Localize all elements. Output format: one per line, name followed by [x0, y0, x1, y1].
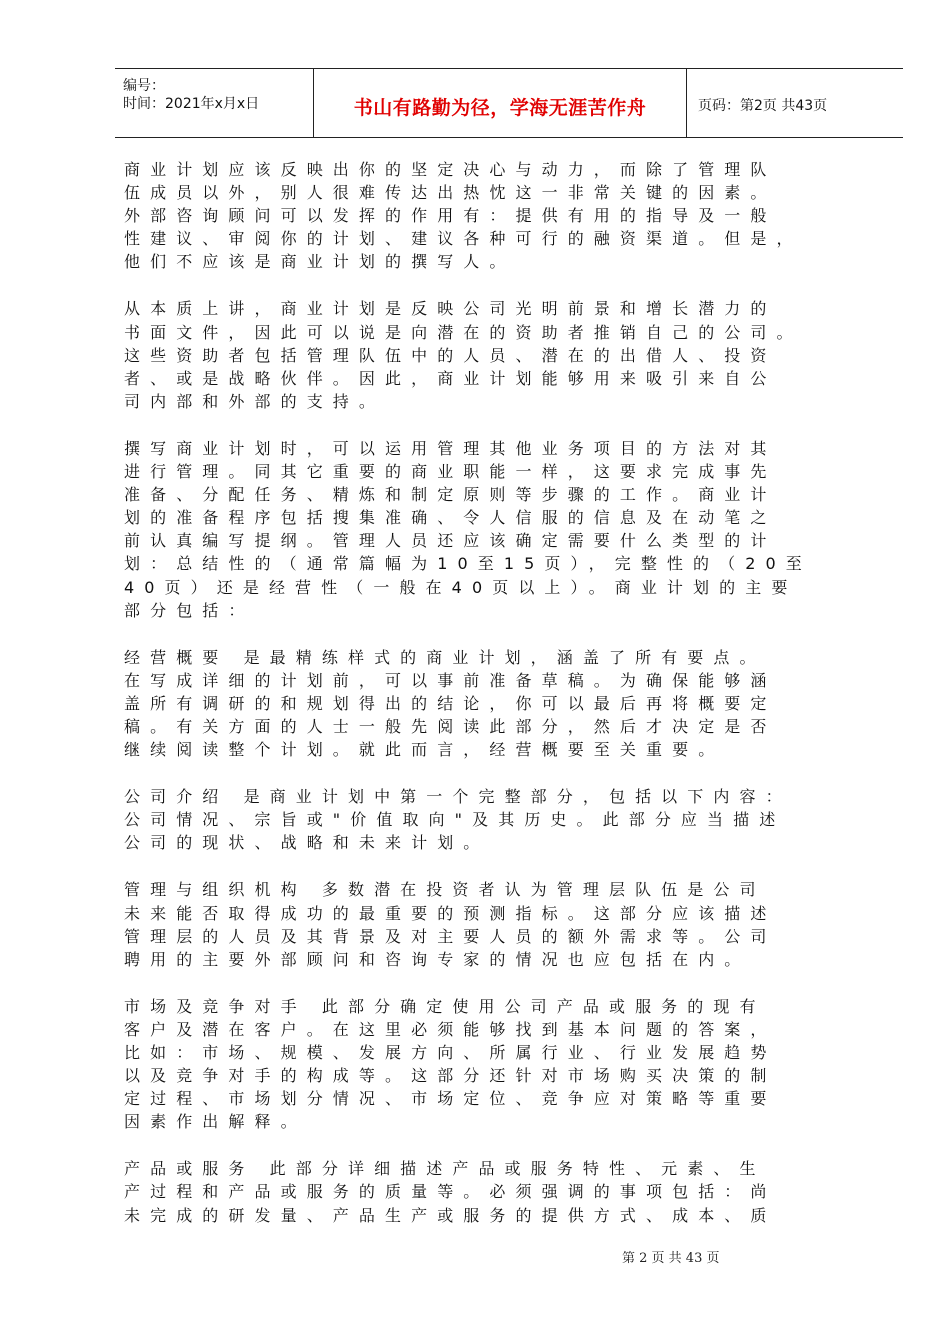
- text-line: 继续阅读整个计划。就此而言，经营概要至关重要。: [124, 740, 725, 760]
- text-line: 产品或服务 此部分详细描述产品或服务特性、元素、生: [124, 1159, 766, 1179]
- text-line: 商业计划应该反映出你的坚定决心与动力，而除了管理队: [124, 160, 777, 179]
- header-page-cell: [687, 69, 903, 137]
- text-line: 进行管理。同其它重要的商业职能一样，这要求完成事先: [124, 462, 777, 482]
- text-line: 公司介绍 是商业计划中第一个完整部分，包括以下内容：: [124, 787, 792, 807]
- text-line: 聘用的主要外部顾问和咨询专家的情况也应包括在内。: [124, 949, 751, 969]
- text-line: 部分包括：: [124, 600, 255, 620]
- text-line: 客户及潜在客户。在这里必须能够找到基本问题的答案，: [124, 1019, 777, 1039]
- text-line: 从本质上讲，商业计划是反映公司光明前景和增长潜力的: [124, 299, 777, 319]
- document-number-label: 编号：: [123, 78, 165, 94]
- text-line: 划的准备程序包括搜集准确、令人信服的信息及在动笔之: [124, 508, 777, 528]
- text-line: 外部咨询顾问可以发挥的作用有：提供有用的指导及一般: [124, 206, 777, 226]
- text-line: 稿。有关方面的人士一般先阅读此部分，然后才决定是否: [124, 716, 777, 736]
- text-line: 这些资助者包括管理队伍中的人员、潜在的出借人、投资: [124, 345, 777, 365]
- text-line: 准备、分配任务、精炼和制定原则等步骤的工作。商业计: [124, 485, 777, 505]
- text-line: 书面文件，因此可以说是向潜在的资助者推销自己的公司。: [124, 322, 803, 342]
- text-line: 伍成员以外，别人很难传达出热忱这一非常关键的因素。: [124, 183, 777, 203]
- text-line: 未来能否取得成功的最重要的预测指标。这部分应该描述: [124, 903, 777, 923]
- paragraph: [124, 646, 884, 761]
- text-line: 盖所有调研的和规划得出的结论，你可以最后再将概要定: [124, 693, 777, 713]
- text-line: 者、或是战略伙伴。因此，商业计划能够用来吸引来自公: [124, 368, 777, 388]
- text-line: 司内部和外部的支持。: [124, 391, 386, 411]
- text-line: 撰写商业计划时，可以运用管理其他业务项目的方法对其: [124, 438, 777, 458]
- text-line: 经营概要 是最精练样式的商业计划，涵盖了所有要点。: [124, 647, 766, 667]
- text-line: 公司的现状、战略和未来计划。: [124, 833, 490, 853]
- text-line: 管理与组织机构 多数潜在投资者认为管理层队伍是公司: [124, 880, 766, 900]
- text-line: 未完成的研发量、产品生产或服务的提供方式、成本、质: [124, 1205, 777, 1225]
- paragraph: [124, 1157, 884, 1226]
- text-line: 在写成详细的计划前，可以事前准备草稿。为确保能够涵: [124, 670, 777, 690]
- text-line: 因素作出解释。: [124, 1112, 307, 1132]
- text-line: 公司情况、宗旨或"价值取向"及其历史。此部分应当描述: [124, 810, 786, 830]
- text-line: 性建议、审阅你的计划、建议各种可行的融资渠道。但是，: [124, 229, 803, 249]
- header-motto-cell: [314, 69, 687, 137]
- header-motto: 书山有路勤为径，学海无涯苦作舟: [353, 97, 647, 119]
- text-line: 比如：市场、规模、发展方向、所属行业、行业发展趋势: [124, 1043, 777, 1062]
- text-line: 前认真编写提纲。管理人员还应该确定需要什么类型的计: [124, 531, 777, 551]
- header-left-cell: [115, 69, 314, 137]
- text-line: 市场及竞争对手 此部分确定使用公司产品或服务的现有: [124, 996, 766, 1016]
- document-body: [124, 158, 884, 1251]
- text-line: 定过程、市场划分情况、市场定位、竞争应对策略等重要: [124, 1089, 777, 1109]
- text-line: 以及竞争对手的构成等。这部分还针对市场购买决策的制: [124, 1066, 777, 1086]
- paragraph: [124, 878, 884, 970]
- text-line: 他们不应该是商业计划的撰写人。: [124, 252, 516, 272]
- paragraph: [124, 158, 884, 273]
- text-line: 管理层的人员及其背景及对主要人员的额外需求等。公司: [124, 926, 777, 946]
- document-time-label: 时间：2021年x月x日: [123, 96, 260, 112]
- text-line: 划：总结性的（通常篇幅为10至15页），完整性的（20至: [124, 554, 812, 574]
- page-footer: 第 2 页 共 43 页: [622, 1251, 720, 1266]
- paragraph: [124, 995, 884, 1134]
- paragraph: [124, 437, 884, 622]
- text-line: 产过程和产品或服务的质量等。必须强调的事项包括：尚: [124, 1182, 777, 1202]
- paragraph: [124, 785, 884, 854]
- paragraph: [124, 297, 884, 412]
- header-table: [115, 68, 903, 138]
- text-line: 40页）还是经营性（一般在40页以上）。商业计划的主要: [124, 577, 798, 597]
- header-page-number: 页码：第2页 共43页: [698, 98, 828, 114]
